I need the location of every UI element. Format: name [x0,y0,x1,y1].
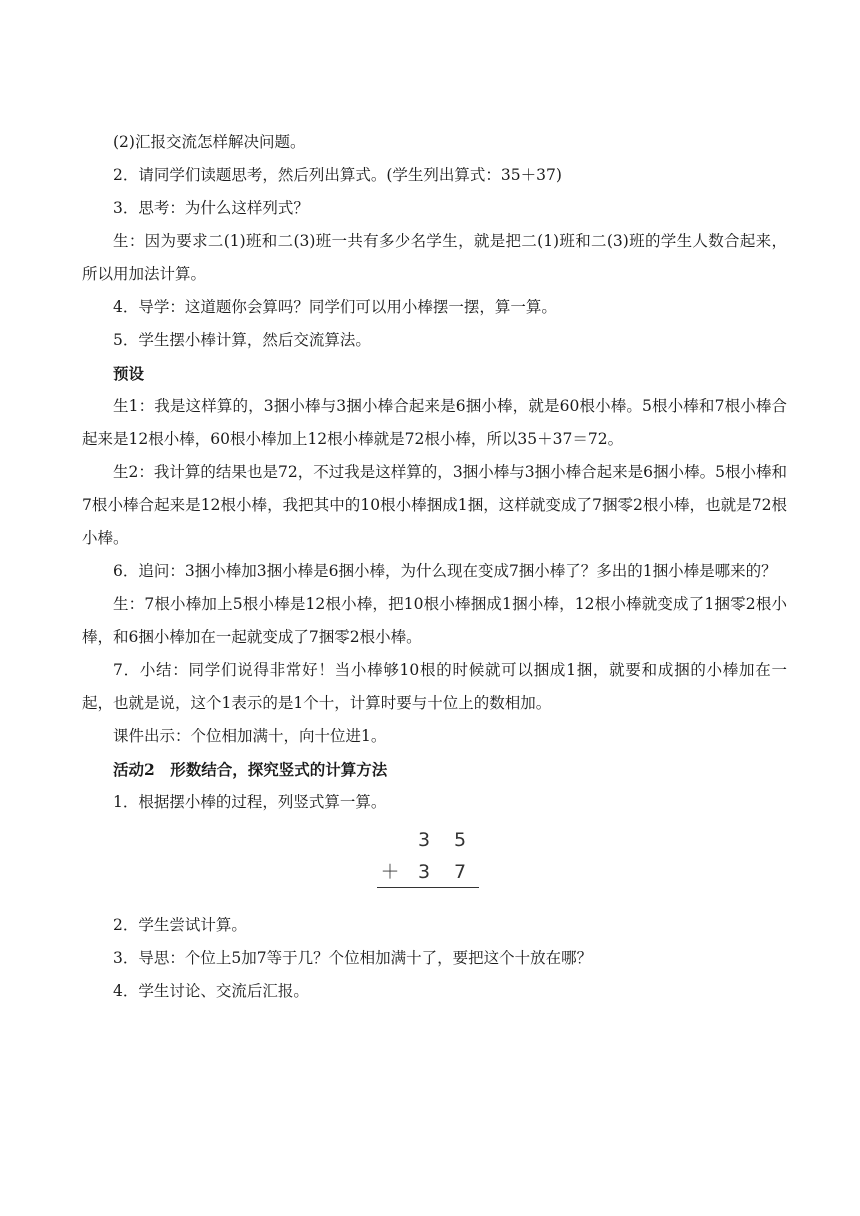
vertical-calculation [375,821,479,899]
paragraph: 3．思考：为什么这样列式？ [113,199,309,217]
paragraph: 生：7根小棒加上5根小棒是12根小棒，把10根小棒捆成1捆小棒，12根小棒就变成了1捆零2根小棒，和6捆小棒加在一起就变成了7捆零2根小棒。 [82,595,787,646]
calc-top-ones: 5 [453,829,467,851]
paragraph: 课件出示：个位相加满十，向十位进1。 [113,727,387,745]
calc-plus-sign: ＋ [380,861,400,883]
paragraph: 2．请同学们读题思考，然后列出算式。(学生列出算式：35＋37) [113,166,562,184]
document-body [82,126,787,1008]
calc-bottom-ones: 7 [453,861,467,883]
calc-underline [377,887,479,888]
section-label-preset: 预设 [113,364,145,383]
paragraph: 1．根据摆小棒的过程，列竖式算一算。 [113,793,387,811]
paragraph: 5．学生摆小棒计算，然后交流算法。 [113,331,371,349]
paragraph: 4．学生讨论、交流后汇报。 [113,982,309,1000]
calc-bottom-tens: 3 [417,861,431,883]
paragraph: (2)汇报交流怎样解决问题。 [113,133,306,151]
paragraph: 3．导思：个位上5加7等于几？个位相加满十了，要把这个十放在哪？ [113,949,593,967]
activity-heading: 活动2 形数结合，探究竖式的计算方法 [113,760,388,779]
paragraph: 7．小结：同学们说得非常好！当小棒够10根的时候就可以捆成1捆，就要和成捆的小棒加在一起，也就是说，这个1表示的是1个十，计算时要与十位上的数相加。 [82,661,787,712]
paragraph: 2．学生尝试计算。 [113,916,247,934]
calc-top-tens: 3 [417,829,431,851]
paragraph: 生2：我计算的结果也是72，不过我是这样算的，3捆小棒与3捆小棒合起来是6捆小棒。5根小棒和7根小棒合起来是12根小棒，我把其中的10根小棒捆成1捆，这样就变成了7捆零2根小棒，也就是72根小棒。 [82,463,787,547]
paragraph: 6．追问：3捆小棒加3捆小棒是6捆小棒，为什么现在变成7捆小棒了？多出的1捆小棒是哪来的？ [113,562,777,580]
paragraph: 生：因为要求二(1)班和二(3)班一共有多少名学生，就是把二(1)班和二(3)班的学生人数合起来，所以用加法计算。 [82,232,787,283]
paragraph: 生1：我是这样算的，3捆小棒与3捆小棒合起来是6捆小棒，就是60根小棒。5根小棒和7根小棒合起来是12根小棒，60根小棒加上12根小棒就是72根小棒，所以35＋37＝72。 [82,397,787,448]
paragraph: 4．导学：这道题你会算吗？同学们可以用小棒摆一摆，算一算。 [113,298,557,316]
